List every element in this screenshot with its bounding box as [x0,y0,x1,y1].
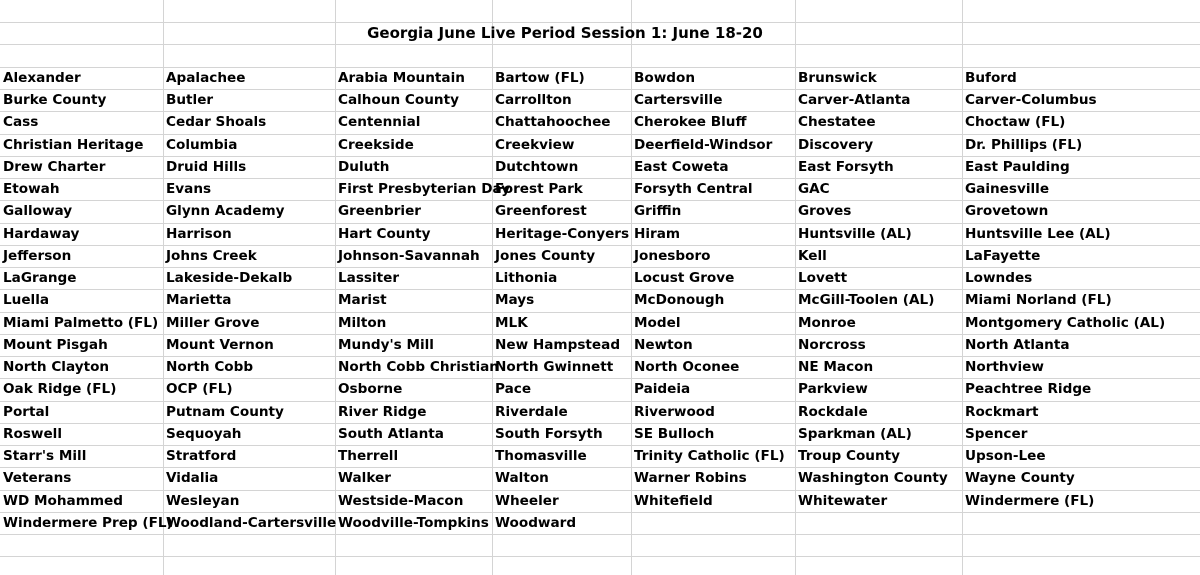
school-cell[interactable]: First Presbyterian Day [338,181,511,197]
school-cell[interactable]: Alexander [3,70,81,86]
school-cell[interactable]: Oak Ridge (FL) [3,381,117,397]
school-cell[interactable]: Woodland-Cartersville [166,515,337,531]
school-cell[interactable]: Milton [338,315,387,331]
school-cell[interactable]: Christian Heritage [3,137,144,153]
school-cell[interactable]: North Clayton [3,359,110,375]
school-cell[interactable]: Wesleyan [166,493,240,509]
school-cell[interactable]: Windermere (FL) [965,493,1095,509]
school-cell[interactable]: Gainesville [965,181,1050,197]
school-cell[interactable]: Grovetown [965,203,1049,219]
school-cell[interactable]: Washington County [798,470,948,486]
school-cell[interactable]: Riverwood [634,404,715,420]
school-cell[interactable]: Miller Grove [166,315,260,331]
school-cell[interactable]: Johnson-Savannah [338,248,480,264]
school-cell[interactable]: LaFayette [965,248,1041,264]
school-cell[interactable]: Whitefield [634,493,713,509]
school-cell[interactable]: Wheeler [495,493,559,509]
school-cell[interactable]: Woodville-Tompkins [338,515,489,531]
school-cell[interactable]: Forsyth Central [634,181,753,197]
school-cell[interactable]: Jones County [495,248,596,264]
school-cell[interactable]: Duluth [338,159,390,175]
school-cell[interactable]: South Forsyth [495,426,603,442]
school-cell[interactable]: Locust Grove [634,270,735,286]
school-cell[interactable]: Kell [798,248,827,264]
row-gridline [0,534,1200,535]
school-cell[interactable]: East Paulding [965,159,1070,175]
school-cell[interactable]: North Atlanta [965,337,1070,353]
school-cell[interactable]: Creekview [495,137,575,153]
school-cell[interactable]: Marietta [166,292,232,308]
school-cell[interactable]: Choctaw (FL) [965,114,1066,130]
school-cell[interactable]: Heritage-Conyers [495,226,630,242]
school-cell[interactable]: Harrison [166,226,232,242]
school-cell[interactable]: Marist [338,292,387,308]
school-cell[interactable]: Rockdale [798,404,868,420]
school-cell[interactable]: Jefferson [3,248,72,264]
school-cell[interactable]: Miami Palmetto (FL) [3,315,159,331]
school-cell[interactable]: Vidalia [166,470,219,486]
school-cell[interactable]: Northview [965,359,1044,375]
school-cell[interactable]: Peachtree Ridge [965,381,1092,397]
school-cell[interactable]: River Ridge [338,404,427,420]
school-cell[interactable]: Norcross [798,337,866,353]
school-cell[interactable]: Therrell [338,448,399,464]
school-cell[interactable]: Montgomery Catholic (AL) [965,315,1166,331]
school-cell[interactable]: Discovery [798,137,874,153]
sheet-title[interactable]: Georgia June Live Period Session 1: June 18-20 [367,24,763,42]
school-cell[interactable]: Cass [3,114,39,130]
school-cell[interactable]: Forest Park [495,181,583,197]
school-cell[interactable]: Walker [338,470,391,486]
school-cell[interactable]: Etowah [3,181,60,197]
school-cell[interactable]: Trinity Catholic (FL) [634,448,785,464]
school-cell[interactable]: Evans [166,181,212,197]
school-cell[interactable]: Groves [798,203,852,219]
school-cell[interactable]: Wayne County [965,470,1075,486]
school-cell[interactable]: Druid Hills [166,159,247,175]
school-cell[interactable]: Jonesboro [634,248,711,264]
school-cell[interactable]: Model [634,315,681,331]
school-cell[interactable]: Bowdon [634,70,696,86]
school-cell[interactable]: East Coweta [634,159,729,175]
school-cell[interactable]: Cedar Shoals [166,114,267,130]
school-cell[interactable]: Sparkman (AL) [798,426,912,442]
school-cell[interactable]: Greenforest [495,203,587,219]
school-cell[interactable]: Chattahoochee [495,114,611,130]
school-cell[interactable]: Troup County [798,448,900,464]
school-cell[interactable]: Greenbrier [338,203,421,219]
school-cell[interactable]: Lovett [798,270,848,286]
school-cell[interactable]: Windermere Prep (FL) [3,515,173,531]
school-cell[interactable]: Cherokee Bluff [634,114,747,130]
school-cell[interactable]: Burke County [3,92,107,108]
school-cell[interactable]: SE Bulloch [634,426,715,442]
school-cell[interactable]: Dr. Phillips (FL) [965,137,1083,153]
school-cell[interactable]: McDonough [634,292,725,308]
school-cell[interactable]: Cartersville [634,92,723,108]
school-cell[interactable] [962,512,965,534]
school-cell[interactable]: Whitewater [798,493,888,509]
school-cell[interactable]: Drew Charter [3,159,106,175]
school-cell[interactable]: Carver-Columbus [965,92,1097,108]
school-cell[interactable]: Glynn Academy [166,203,285,219]
school-cell[interactable]: Pace [495,381,532,397]
school-cell[interactable]: Mount Pisgah [3,337,108,353]
school-cell[interactable]: Bartow (FL) [495,70,585,86]
school-cell[interactable]: South Atlanta [338,426,444,442]
school-cell[interactable]: NE Macon [798,359,874,375]
school-cell[interactable]: Huntsville (AL) [798,226,912,242]
school-cell[interactable]: Hart County [338,226,431,242]
school-cell[interactable]: Lassiter [338,270,400,286]
school-cell[interactable]: Griffin [634,203,682,219]
school-cell[interactable]: Centennial [338,114,421,130]
school-cell[interactable]: Westside-Macon [338,493,464,509]
school-cell[interactable]: Hiram [634,226,681,242]
school-cell[interactable]: Arabia Mountain [338,70,465,86]
school-cell[interactable]: Hardaway [3,226,80,242]
school-cell[interactable]: Mount Vernon [166,337,274,353]
school-cell[interactable]: Riverdale [495,404,568,420]
school-cell[interactable]: Butler [166,92,214,108]
school-cell[interactable]: Osborne [338,381,403,397]
school-cell[interactable]: Veterans [3,470,72,486]
school-cell[interactable]: Starr's Mill [3,448,87,464]
school-cell[interactable]: North Oconee [634,359,740,375]
school-cell[interactable]: WD Mohammed [3,493,124,509]
school-cell[interactable]: Portal [3,404,50,420]
school-cell[interactable]: LaGrange [3,270,77,286]
school-cell[interactable]: GAC [798,181,830,197]
school-cell[interactable]: Paideia [634,381,691,397]
school-cell[interactable]: Creekside [338,137,414,153]
school-cell[interactable]: North Cobb [166,359,254,375]
school-cell[interactable]: Upson-Lee [965,448,1046,464]
school-cell[interactable]: Dutchtown [495,159,579,175]
school-cell[interactable]: Walton [495,470,549,486]
school-cell[interactable]: Rockmart [965,404,1039,420]
school-cell[interactable]: Johns Creek [166,248,257,264]
school-cell[interactable]: Warner Robins [634,470,747,486]
school-cell[interactable]: Galloway [3,203,73,219]
school-cell[interactable]: Lakeside-Dekalb [166,270,293,286]
school-cell[interactable]: Carver-Atlanta [798,92,911,108]
school-cell[interactable]: Buford [965,70,1017,86]
school-cell[interactable]: Parkview [798,381,868,397]
school-cell[interactable]: Woodward [495,515,577,531]
school-cell[interactable]: Lowndes [965,270,1033,286]
school-cell[interactable]: Miami Norland (FL) [965,292,1112,308]
school-cell[interactable]: Roswell [3,426,62,442]
school-cell[interactable]: Spencer [965,426,1028,442]
school-cell[interactable]: Thomasville [495,448,587,464]
school-cell[interactable]: MLK [495,315,528,331]
school-cell[interactable]: Luella [3,292,50,308]
school-cell[interactable]: North Cobb Christian [338,359,499,375]
school-cell[interactable]: Mays [495,292,535,308]
school-cell[interactable]: Monroe [798,315,856,331]
school-cell[interactable]: Calhoun County [338,92,459,108]
row-gridline [0,44,1200,45]
row-gridline [0,556,1200,557]
school-cell[interactable]: Apalachee [166,70,246,86]
school-cell[interactable]: Columbia [166,137,238,153]
school-cell[interactable]: Mundy's Mill [338,337,434,353]
school-cell[interactable]: Brunswick [798,70,877,86]
school-cell[interactable]: Carrollton [495,92,572,108]
school-cell[interactable]: Lithonia [495,270,558,286]
school-cell[interactable]: Newton [634,337,693,353]
school-cell[interactable]: OCP (FL) [166,381,233,397]
school-cell[interactable]: New Hampstead [495,337,621,353]
school-cell[interactable]: Stratford [166,448,237,464]
school-cell[interactable]: Huntsville Lee (AL) [965,226,1111,242]
school-cell[interactable] [631,512,634,534]
school-cell[interactable]: McGill-Toolen (AL) [798,292,935,308]
school-cell[interactable]: Putnam County [166,404,284,420]
school-cell[interactable]: North Gwinnett [495,359,614,375]
school-cell[interactable]: Sequoyah [166,426,242,442]
school-cell[interactable]: East Forsyth [798,159,894,175]
school-cell[interactable]: Chestatee [798,114,876,130]
school-cell[interactable]: Deerfield-Windsor [634,137,773,153]
school-cell[interactable] [795,512,798,534]
